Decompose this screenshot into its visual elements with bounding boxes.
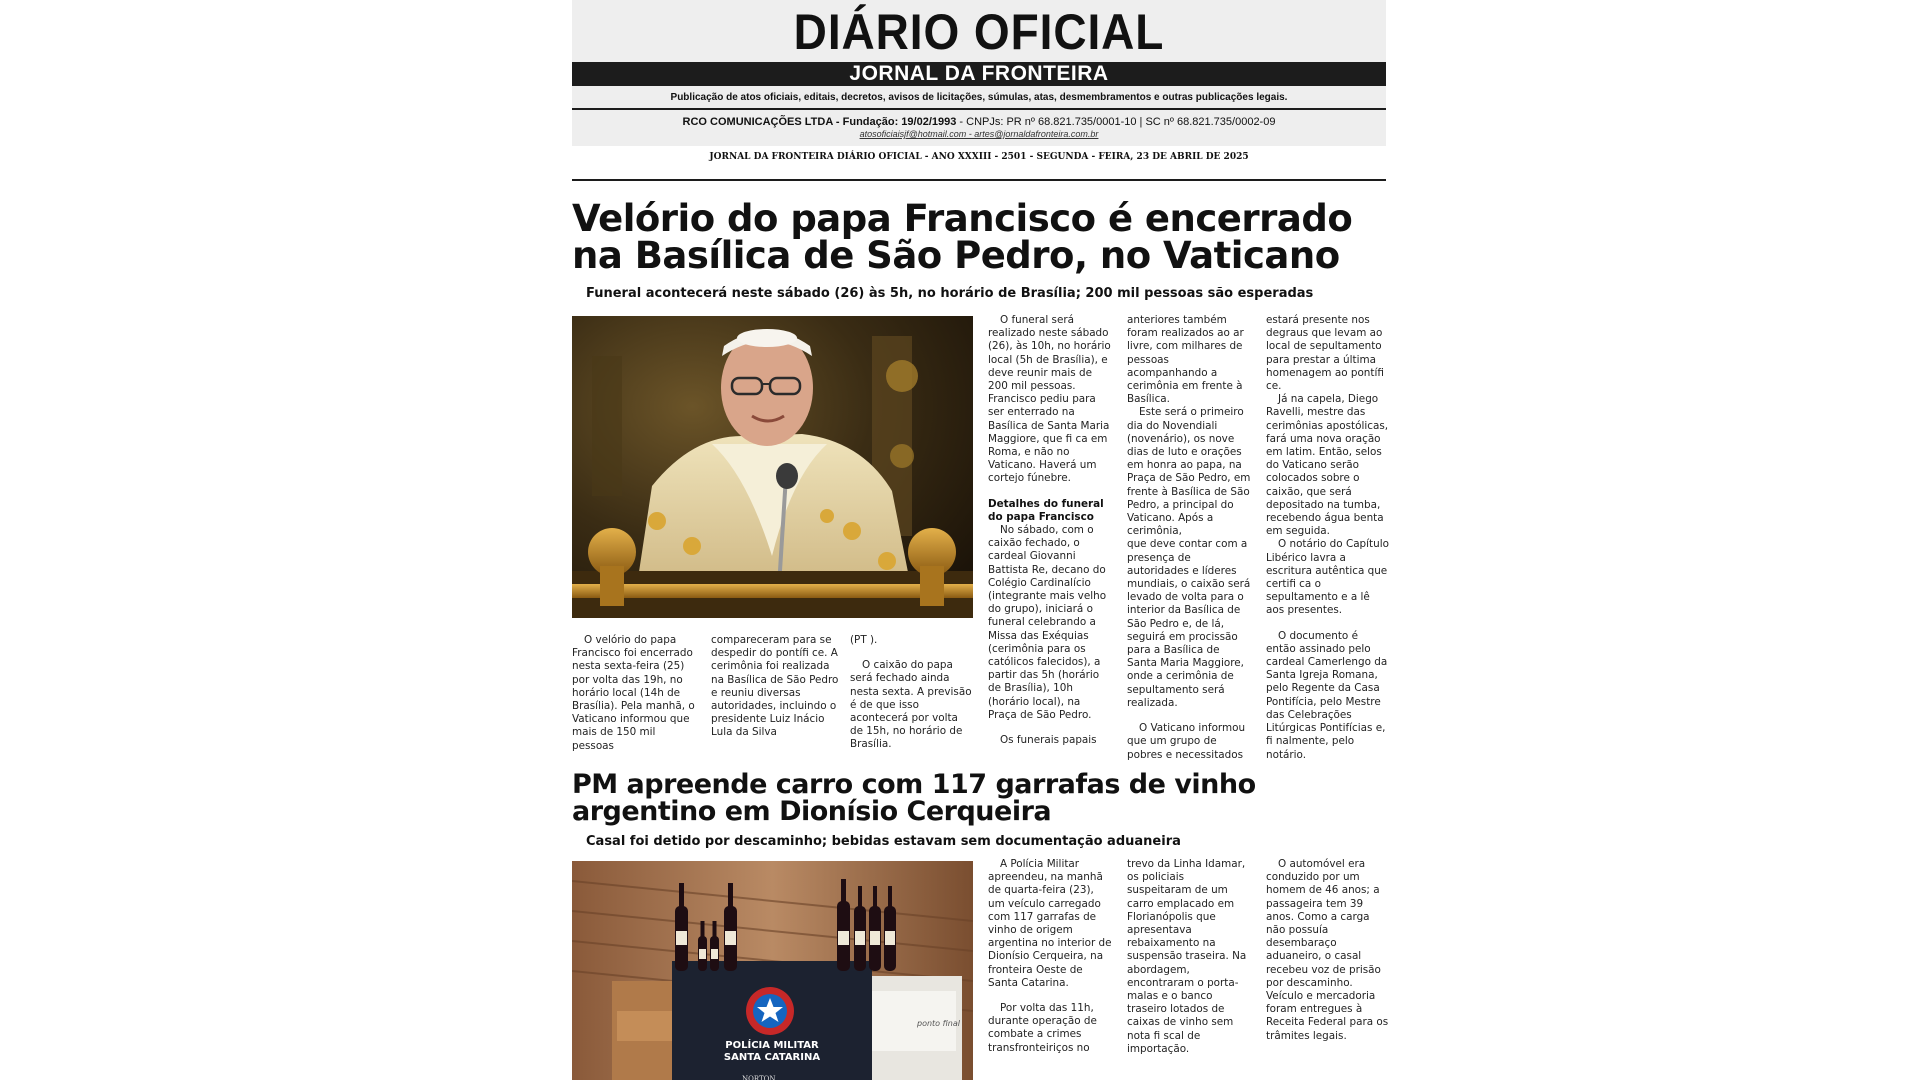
paragraph: O velório do papa Francisco foi encerrado nesta sexta-feira (25) por volta das 19h, no horário local (14h de Brasília). Pela manhã, o Vaticano informou que mais de 150 mil pessoas (572, 634, 695, 752)
masthead-tagline: Publicação de atos oficiais, editais, decretos, avisos de licitações, súmulas, atas, desmembramentos e outras publicações legais. (670, 92, 1288, 103)
box-label: ponto final (917, 1019, 960, 1028)
company-info (572, 116, 1386, 128)
newspaper-page (572, 0, 1388, 1080)
masthead (572, 0, 1386, 146)
paragraph: O caixão do papa será fechado ainda nesta sexta. A previsão é de que isso acontecerá por volta de 15h, no horário de Brasília. (850, 659, 972, 751)
paragraph: O automóvel era conduzido por um homem de 46 anos; a passageira tem 39 anos. Como a carga não possuía desembaraço aduaneiro, o casal recebeu voz de prisão por descaminho. Veículo e mercadoria foram entregues à Receita Federal para os trâmites legais. (1266, 858, 1389, 1042)
paragraph: Os funerais papais (1000, 734, 1097, 747)
article2-col2 (1127, 858, 1251, 1056)
edition-line: JORNAL DA FRONTEIRA DIÁRIO OFICIAL - ANO XXXIII - 2501 - SEGUNDA - FEIRA, 23 DE ABRIL DE 2025 (709, 152, 1249, 162)
paragraph: anteriores também foram realizados ao ar livre, com milhares de pessoas acompanhando a cerimônia em frente à Basílica. (1127, 314, 1244, 406)
article1-subhead: Detalhes do funeral do papa Francisco (988, 497, 1104, 523)
paragraph: O documento é então assinado pelo cardeal Camerlengo da Santa Igreja Romana, pelo Regente da Casa Pontifícia, pelo Mestre das Celebrações Litúrgicas Pontifícias e, fi nalmente, pelo notário. (1266, 629, 1388, 761)
newspaper-title: DIÁRIO OFICIAL (793, 4, 1165, 60)
article2-headline: PM apreende carro com 117 garrafas de vinho argentino em Dionísio Cerqueira (572, 769, 1256, 827)
company-name: RCO COMUNICAÇÕES LTDA - Fundação: 19/02/1993 (682, 116, 957, 128)
article1-underphoto-col3 (850, 634, 974, 752)
paragraph: estará presente nos degraus que levam ao local de sepultamento para prestar a última homenagem ao pontífi ce. (1266, 314, 1384, 393)
paragraph: compareceram para se despedir do pontífi ce. A cerimônia foi realizada na Basílica de São Pedro e reuniu diversas autoridades, incluindo o presidente Luiz Inácio Lula da Silva (711, 634, 839, 739)
paragraph: O Vaticano informou que um grupo de pobres e necessitados (1127, 722, 1246, 761)
newspaper-subtitle: JORNAL DA FRONTEIRA (572, 62, 1386, 86)
banner-line1: POLÍCIA MILITAR (725, 1040, 819, 1051)
section-divider (572, 179, 1386, 181)
paragraph: Por volta das 11h, durante operação de combate a crimes transfronteiriços no (988, 1002, 1097, 1054)
article1-col2 (1127, 314, 1251, 762)
paragraph: (PT ). (850, 634, 878, 646)
contact-emails[interactable]: atosoficiaisjf@hotmail.com - artes@jornaldafronteira.com.br (859, 129, 1099, 139)
paragraph: O funeral será realizado neste sábado (26), às 10h, no horário local (5h de Brasília), e deve reunir mais de 200 mil pessoas. (988, 314, 1111, 393)
banner-line2: SANTA CATARINA (723, 1052, 821, 1063)
article1-col1 (988, 314, 1112, 747)
paragraph: trevo da Linha Idamar, os policiais suspeitaram de um carro emplacado em Florianópolis que apresentava rebaixamento na suspensão traseira. Na abordagem, encontraram o porta-malas e o banco traseiro lotados de caixas de vinho sem nota fi scal de importação. (1127, 858, 1247, 1055)
company-cnpj: - CNPJs: PR nº 68.821.735/0001-10 | SC nº 68.821.735/0002-09 (956, 116, 1276, 128)
masthead-divider (572, 108, 1386, 110)
article1-col3 (1266, 314, 1390, 762)
paragraph: No sábado, com o caixão fechado, o cardeal Giovanni Battista Re, decano do Colégio Cardinalício (integrante mais velho do grupo), iniciará o funeral celebrando a Missa das Exéquias (cerimônia para os católicos falecidos), a partir das 5h (horário de Brasília), 10h (horário local), na Praça de São Pedro. (988, 524, 1107, 721)
pope-francis-photo (572, 316, 973, 618)
paragraph: O notário do Capítulo Libérico lavra a escritura autêntica que certifi ca o sepultamento e a lê aos presentes. (1266, 538, 1389, 617)
box-bottom-label: NORTON (742, 1075, 776, 1080)
article2-col1 (988, 858, 1112, 1055)
article1-headline: Velório do papa Francisco é encerrado na Basílica de São Pedro, no Vaticano (572, 197, 1353, 277)
wine-bottles-seizure-photo (572, 861, 973, 1080)
paragraph: Este será o primeiro dia do Novendiali (novenário), os nove dias de luto e orações em honra ao papa, na Praça de São Pedro, em frente à Basílica de São Pedro, a principal do Vaticano. Após a cerimônia, (1127, 406, 1251, 538)
article1-deck: Funeral acontecerá neste sábado (26) às 5h, no horário de Brasília; 200 mil pessoas são esperadas (586, 286, 1314, 301)
article1-underphoto-col1 (572, 634, 700, 753)
paragraph: Francisco pediu para ser enterrado na Basílica de Santa Maria Maggiore, que fi ca em Roma, e não no Vaticano. Haverá um cortejo fúnebre. (988, 393, 1110, 485)
article2-col3 (1266, 858, 1390, 1043)
article1-underphoto-col2 (711, 634, 839, 740)
paragraph: A Polícia Militar apreendeu, na manhã de quarta-feira (23), um veículo carregado com 117 garrafas de vinho de origem argentina no interior de Dionísio Cerqueira, na fronteira Oeste de Santa Catarina. (988, 858, 1112, 989)
article2-deck: Casal foi detido por descaminho; bebidas estavam sem documentação aduaneira (586, 834, 1181, 849)
paragraph: Já na capela, Diego Ravelli, mestre das cerimônias apostólicas, fará uma nova oração em latim. Então, selos do Vaticano serão colocados sobre o caixão, que será depositado na tumba, recebendo água benta em seguida. (1266, 393, 1389, 538)
paragraph: que deve contar com a presença de autoridades e líderes mundiais, o caixão será levado de volta para o interior da Basílica de São Pedro e, de lá, seguirá em procissão para a Basílica de Santa Maria Maggiore, onde a cerimônia de sepultamento será realizada. (1127, 538, 1251, 709)
